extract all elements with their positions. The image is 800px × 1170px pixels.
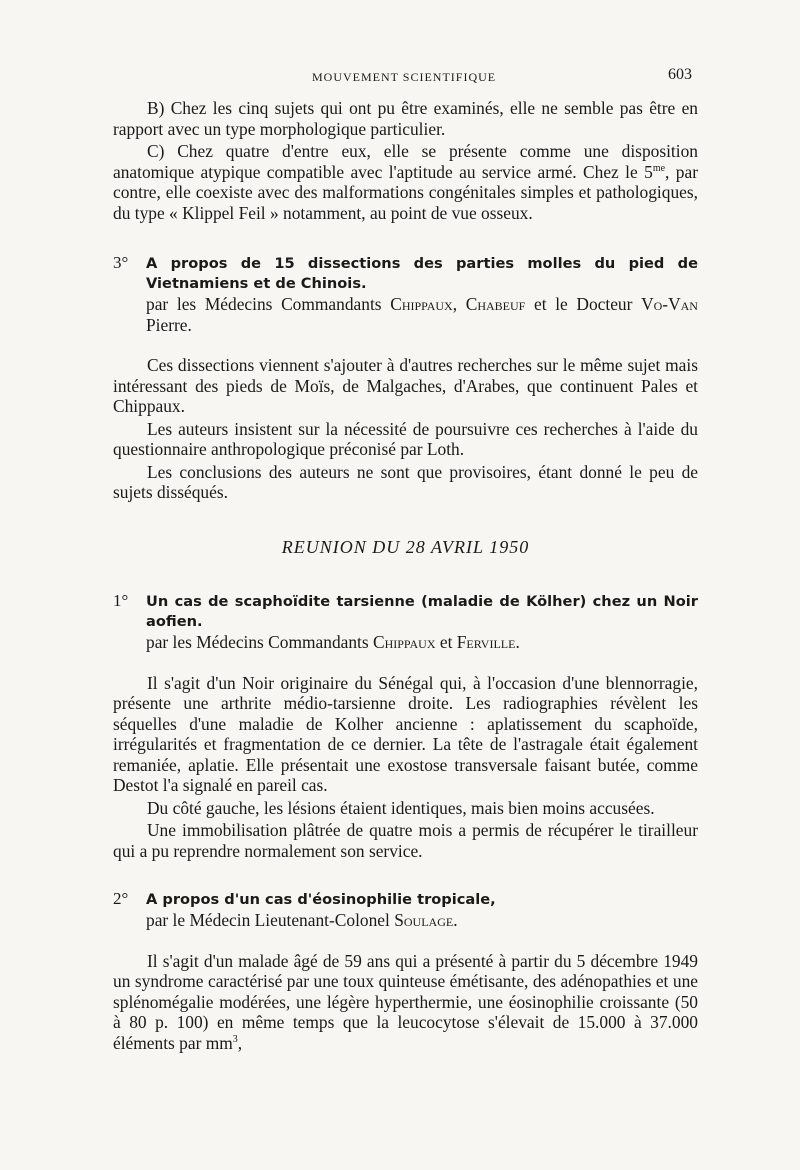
paragraph-text-end: , [237, 1032, 243, 1053]
section-3-byline [113, 294, 698, 335]
author-name: Ferville [456, 632, 516, 652]
meeting-title: REUNION DU 28 AVRIL 1950 [281, 536, 530, 557]
paragraph: Les auteurs insistent sur la nécessité de poursuivre ces recherches à l'aide du questionnaire anthropologique préconisé par Loth. [113, 418, 698, 459]
paragraph-c-text-end: , par contre, elle coexiste avec des malformations congénitales simples et pathologiques, du type « Klippel Feil » notamment, au point de vue osseux. [113, 161, 698, 223]
paragraph: Les conclusions des auteurs ne sont que provisoires, étant donné le peu de sujets disséqués. [113, 461, 698, 502]
superscript: 3 [232, 1033, 238, 1045]
paragraph: Une immobilisation plâtrée de quatre mois a permis de récupérer le tirailleur qui a pu reprendre normalement son service. [113, 820, 698, 861]
page-number: 603 [668, 66, 692, 83]
author-name: Chippaux [373, 632, 436, 652]
author-name: Chabeuf [465, 294, 526, 314]
running-header [0, 66, 800, 90]
paragraph [113, 951, 698, 1054]
page-body [113, 98, 698, 1053]
section-2-heading [113, 889, 698, 910]
paragraph: Ces dissections viennent s'ajouter à d'autres recherches sur le même sujet mais intéressant des pieds de Moïs, de Malgaches, d'Arabes, que continuent Pales et Chippaux. [113, 355, 698, 416]
byline-separator: , [452, 294, 466, 314]
section-title: A propos de 15 dissections des parties molles du pied de Vietnamiens et de Chinois. [146, 255, 698, 292]
section-1-heading [113, 591, 698, 632]
paragraph: Il s'agit d'un Noir originaire du Sénégal qui, à l'occasion d'une blennorragie, présente une arthrite médio-tarsienne droite. Les radiographies révèlent les séquelles d'une maladie de Kolher ancienne : aplatissement du scaphoïde, irrégularités et fragmentation de ce dernier. La tête de l'astragale était également remaniée, aplatie. Elle présentait une exostose transversale faisant butée, comme Destot l'a signalé en pareil cas. [113, 672, 698, 795]
author-name: Chippaux [390, 294, 453, 314]
byline-text: et le Docteur [525, 294, 642, 314]
section-3-heading [113, 253, 698, 294]
section-1-byline [113, 632, 698, 653]
byline-text: par les Médecins Commandants [146, 632, 373, 652]
paragraph: Du côté gauche, les lésions étaient identiques, mais bien moins accusées. [147, 797, 655, 818]
section-title: A propos d'un cas d'éosinophilie tropicale, [146, 891, 496, 908]
paragraph-c [113, 141, 698, 223]
paragraph-b: B) Chez les cinq sujets qui ont pu être examinés, elle ne semble pas être en rapport avec un type morphologique particulier. [113, 98, 698, 139]
section-number: 2° [113, 889, 129, 908]
byline-text: et [435, 632, 457, 652]
superscript: me [652, 162, 666, 174]
section-2-byline [113, 910, 698, 931]
running-title: MOUVEMENT SCIENTIFIQUE [312, 70, 497, 84]
byline-text: . [453, 910, 458, 930]
author-name: Soulage [394, 910, 454, 930]
section-title: Un cas de scaphoïdite tarsienne (maladie de Kölher) chez un Noir aofien. [146, 593, 698, 630]
byline-text: Pierre. [146, 314, 192, 335]
author-name: Vo-Van [641, 294, 698, 314]
byline-text: par le Médecin Lieutenant-Colonel [146, 910, 395, 930]
section-number: 1° [113, 591, 129, 610]
paragraph-text: Il s'agit d'un malade âgé de 59 ans qui a présenté à partir du 5 décembre 1949 un syndrome caractérisé par une toux quinteuse émétisante, des adénopathies et une splénomégalie modérées, une légère hyperthermie, une éosinophilie croissante (50 à 80 p. 100) en même temps que la leucocytose s'élevait de 15.000 à 37.000 éléments par mm [113, 950, 698, 1053]
byline-text: . [515, 632, 520, 652]
byline-text: par les Médecins Commandants [146, 294, 391, 314]
paragraph-c-text: C) Chez quatre d'entre eux, elle se présente comme une disposition anatomique atypique compatible avec l'aptitude au service armé. Chez le 5 [113, 141, 698, 182]
section-number: 3° [113, 253, 129, 272]
